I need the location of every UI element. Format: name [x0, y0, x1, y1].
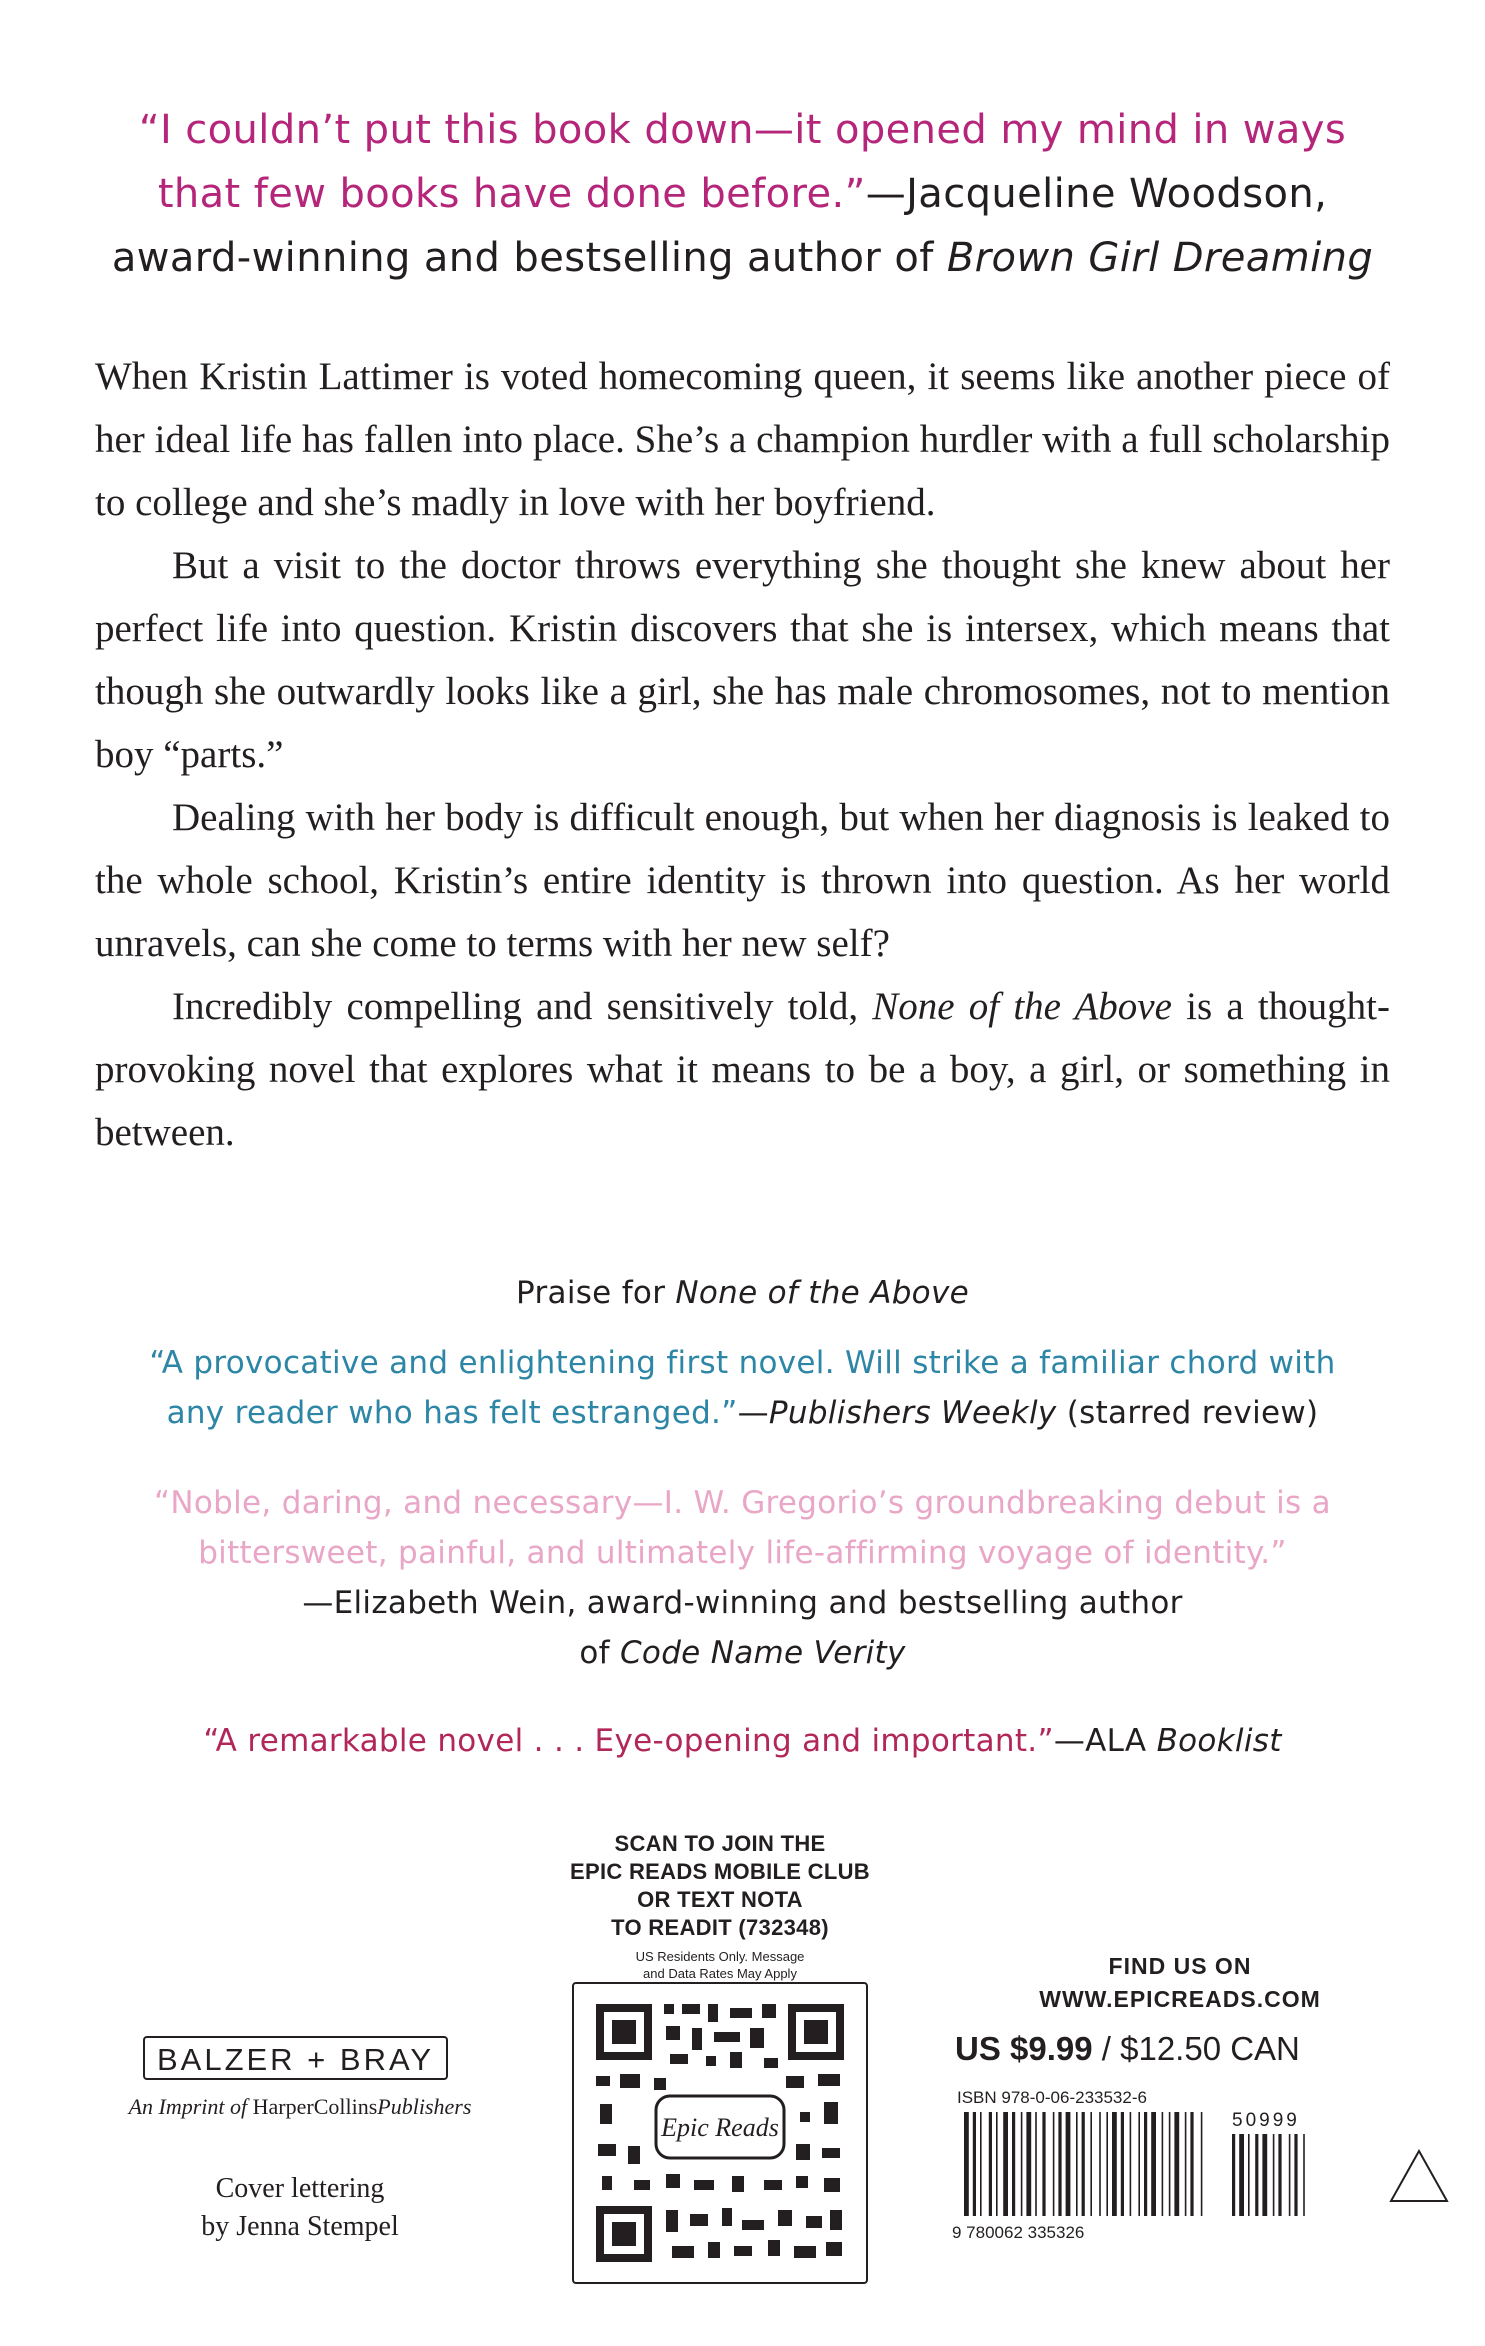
- wein-attribution-2: [0, 1628, 1485, 1678]
- barcode-bar: [1058, 2112, 1061, 2216]
- blurb-line-1: “I couldn’t put this book down—it opened my mind in ways: [138, 107, 1347, 153]
- synopsis-paragraph-4: [95, 975, 1390, 1164]
- qr-heading-line: EPIC READS MOBILE CLUB: [570, 1859, 870, 1884]
- barcode-bar: [1185, 2112, 1187, 2216]
- synopsis-p4-end: is a thought-provoking novel that explores what it means to be a boy, a girl, or something in between.: [95, 985, 1390, 1154]
- blurb-line-2: [0, 162, 1485, 226]
- wein-book-title: Code Name Verity: [619, 1635, 906, 1671]
- synopsis-paragraph-2: But a visit to the doctor throws everything she thought she knew about her perfect life into question. Kristin discovers that she is intersex, which means that though she outwardly looks like a girl, she has male chromosomes, not to mention boy “parts.”: [95, 544, 1390, 776]
- blurb-book-title: Brown Girl Dreaming: [946, 235, 1374, 281]
- cover-credit: [100, 2170, 500, 2246]
- balzer-bray-logo: BALZER + BRAY: [143, 2036, 448, 2080]
- blurb-line-3: [0, 226, 1485, 290]
- barcode-bar: [1190, 2112, 1193, 2216]
- barcode-bar: [1106, 2112, 1108, 2216]
- wein-quote-line-1: “Noble, daring, and necessary—I. W. Gregorio’s groundbreaking debut is a: [154, 1485, 1331, 1521]
- qr-disclaimer: [570, 1948, 870, 1982]
- wein-attribution-1: —Elizabeth Wein, award-winning and bestselling author: [302, 1585, 1183, 1621]
- barcode-addon-bar: [1273, 2134, 1275, 2216]
- barcode-bar: [964, 2112, 969, 2216]
- wein-quote-line-2: bittersweet, painful, and ultimately life-affirming voyage of identity.”: [198, 1535, 1287, 1571]
- barcode-bar: [1162, 2112, 1164, 2216]
- barcode-bar: [1066, 2112, 1071, 2216]
- barcode-bar: [1090, 2112, 1092, 2216]
- ala-source: Booklist: [1156, 1723, 1282, 1759]
- imprint-line: [60, 2094, 540, 2120]
- price: [955, 2030, 1355, 2068]
- qr-heading-line: OR TEXT NOTA: [637, 1887, 803, 1912]
- blurb-author-credit: award-winning and bestselling author of: [111, 235, 947, 281]
- ala-quote: “A remarkable novel . . . Eye-opening and important.”: [203, 1723, 1054, 1759]
- cover-credit-line-1: Cover lettering: [215, 2173, 385, 2204]
- wein-attr-prefix: of: [579, 1635, 620, 1671]
- pw-dash: —: [737, 1395, 769, 1431]
- cover-credit-line-2: by Jenna Stempel: [201, 2211, 399, 2242]
- barcode-bar: [1035, 2112, 1037, 2216]
- barcode-addon-bar: [1255, 2134, 1258, 2216]
- pw-quote-end: any reader who has felt estranged.”: [166, 1395, 738, 1431]
- barcode-addon-bar: [1278, 2134, 1281, 2216]
- qr-disclaimer-line: and Data Rates May Apply: [643, 1966, 797, 1981]
- imprint-name: HarperCollins: [252, 2094, 378, 2119]
- find-us-line-1: FIND US ON: [1108, 1953, 1252, 1979]
- qr-signup: [570, 1830, 870, 1982]
- barcode-addon-bar: [1289, 2134, 1291, 2216]
- price-separator: /: [1092, 2030, 1121, 2067]
- barcode-icon: [950, 2108, 1375, 2243]
- barcode-bar: [1012, 2112, 1015, 2216]
- pw-quote-line-1: “A provocative and enlightening first novel. Will strike a familiar chord with: [149, 1345, 1336, 1381]
- barcode-bar: [1076, 2112, 1078, 2216]
- pw-quote-line-2: [0, 1388, 1485, 1438]
- barcode-bar: [1121, 2112, 1124, 2216]
- barcode-bar: [1021, 2112, 1023, 2216]
- imprint-prefix: An Imprint of: [128, 2094, 253, 2119]
- barcode-addon-digits: 50999: [1232, 2110, 1300, 2131]
- praise-ala: [0, 1716, 1485, 1766]
- barcode-bar: [989, 2112, 992, 2216]
- barcode-addon-bar: [1262, 2134, 1267, 2216]
- barcode-bar: [1138, 2112, 1140, 2216]
- isbn: ISBN 978-0-06-233532-6: [957, 2088, 1147, 2107]
- qr-heading-line: SCAN TO JOIN THE: [614, 1831, 826, 1856]
- qr-code-frame[interactable]: [572, 1982, 868, 2284]
- barcode-bar: [996, 2112, 998, 2216]
- find-us: [1020, 1950, 1340, 2016]
- pw-source: Publishers Weekly: [768, 1395, 1057, 1431]
- synopsis-paragraph-1: When Kristin Lattimer is voted homecoming queen, it seems like another piece of her ideal life has fallen into place. She’s a champion hurdler with a full scholarship to college and she’s madly in love with her boyfriend.: [95, 355, 1390, 524]
- barcode-bar: [1174, 2112, 1179, 2216]
- qr-heading: [570, 1830, 870, 1942]
- praise-publishers-weekly: [0, 1338, 1485, 1438]
- synopsis: [95, 345, 1390, 1164]
- qr-code-icon: [574, 1984, 866, 2282]
- qr-disclaimer-line: US Residents Only. Message: [635, 1949, 805, 1964]
- blurb-attribution: —Jacqueline Woodson,: [865, 171, 1328, 217]
- synopsis-paragraph-3: Dealing with her body is difficult enough, but when her diagnosis is leaked to the whole school, Kristin’s entire identity is thrown into question. As her world unravels, can she come to terms with her new self?: [95, 796, 1390, 965]
- barcode-bar: [973, 2112, 976, 2216]
- price-us: US $9.99: [955, 2030, 1093, 2067]
- barcode-digits: 9 780062 335326: [952, 2223, 1085, 2242]
- barcode-bar: [1144, 2112, 1147, 2216]
- ala-attribution: —ALA: [1053, 1723, 1157, 1759]
- praise-heading-prefix: Praise for: [516, 1275, 676, 1311]
- barcode-bar: [1130, 2112, 1132, 2216]
- barcode-bar: [1169, 2112, 1171, 2216]
- website-link[interactable]: WWW.EPICREADS.COM: [1039, 1986, 1321, 2012]
- opening-blurb: [0, 98, 1485, 290]
- qr-heading-line: TO READIT (732348): [611, 1915, 829, 1940]
- qr-epic-reads-logo: Epic Reads: [661, 2113, 779, 2142]
- barcode-addon-bar: [1294, 2134, 1297, 2216]
- imprint-suffix: Publishers: [377, 2094, 472, 2119]
- barcode-addon-bar: [1303, 2134, 1305, 2216]
- barcode-bar: [1003, 2112, 1008, 2216]
- barcode-bar: [1053, 2112, 1055, 2216]
- barcode-bar: [980, 2112, 982, 2216]
- barcode-bar: [1042, 2112, 1045, 2216]
- praise-heading: [0, 1268, 1485, 1318]
- barcode-addon-bar: [1239, 2134, 1244, 2216]
- recycle-triangle-icon: [1388, 2148, 1450, 2204]
- barcode-addon-bar: [1232, 2134, 1235, 2216]
- synopsis-p4-start: Incredibly compelling and sensitively told,: [172, 985, 873, 1028]
- praise-heading-title: None of the Above: [675, 1275, 969, 1311]
- barcode-bar: [1112, 2112, 1117, 2216]
- barcode-bar: [1082, 2112, 1085, 2216]
- barcode-addon-bar: [1248, 2134, 1250, 2216]
- barcode-bar: [1026, 2112, 1031, 2216]
- barcode-bar: [1201, 2112, 1203, 2216]
- price-can: $12.50 CAN: [1120, 2030, 1300, 2067]
- barcode-bar: [1099, 2112, 1101, 2216]
- blurb-line-2-quote: that few books have done before.”: [157, 171, 866, 217]
- pw-note: (starred review): [1056, 1395, 1319, 1431]
- praise-wein: [0, 1478, 1485, 1678]
- synopsis-book-title: None of the Above: [872, 985, 1172, 1028]
- barcode-bar: [1151, 2112, 1156, 2216]
